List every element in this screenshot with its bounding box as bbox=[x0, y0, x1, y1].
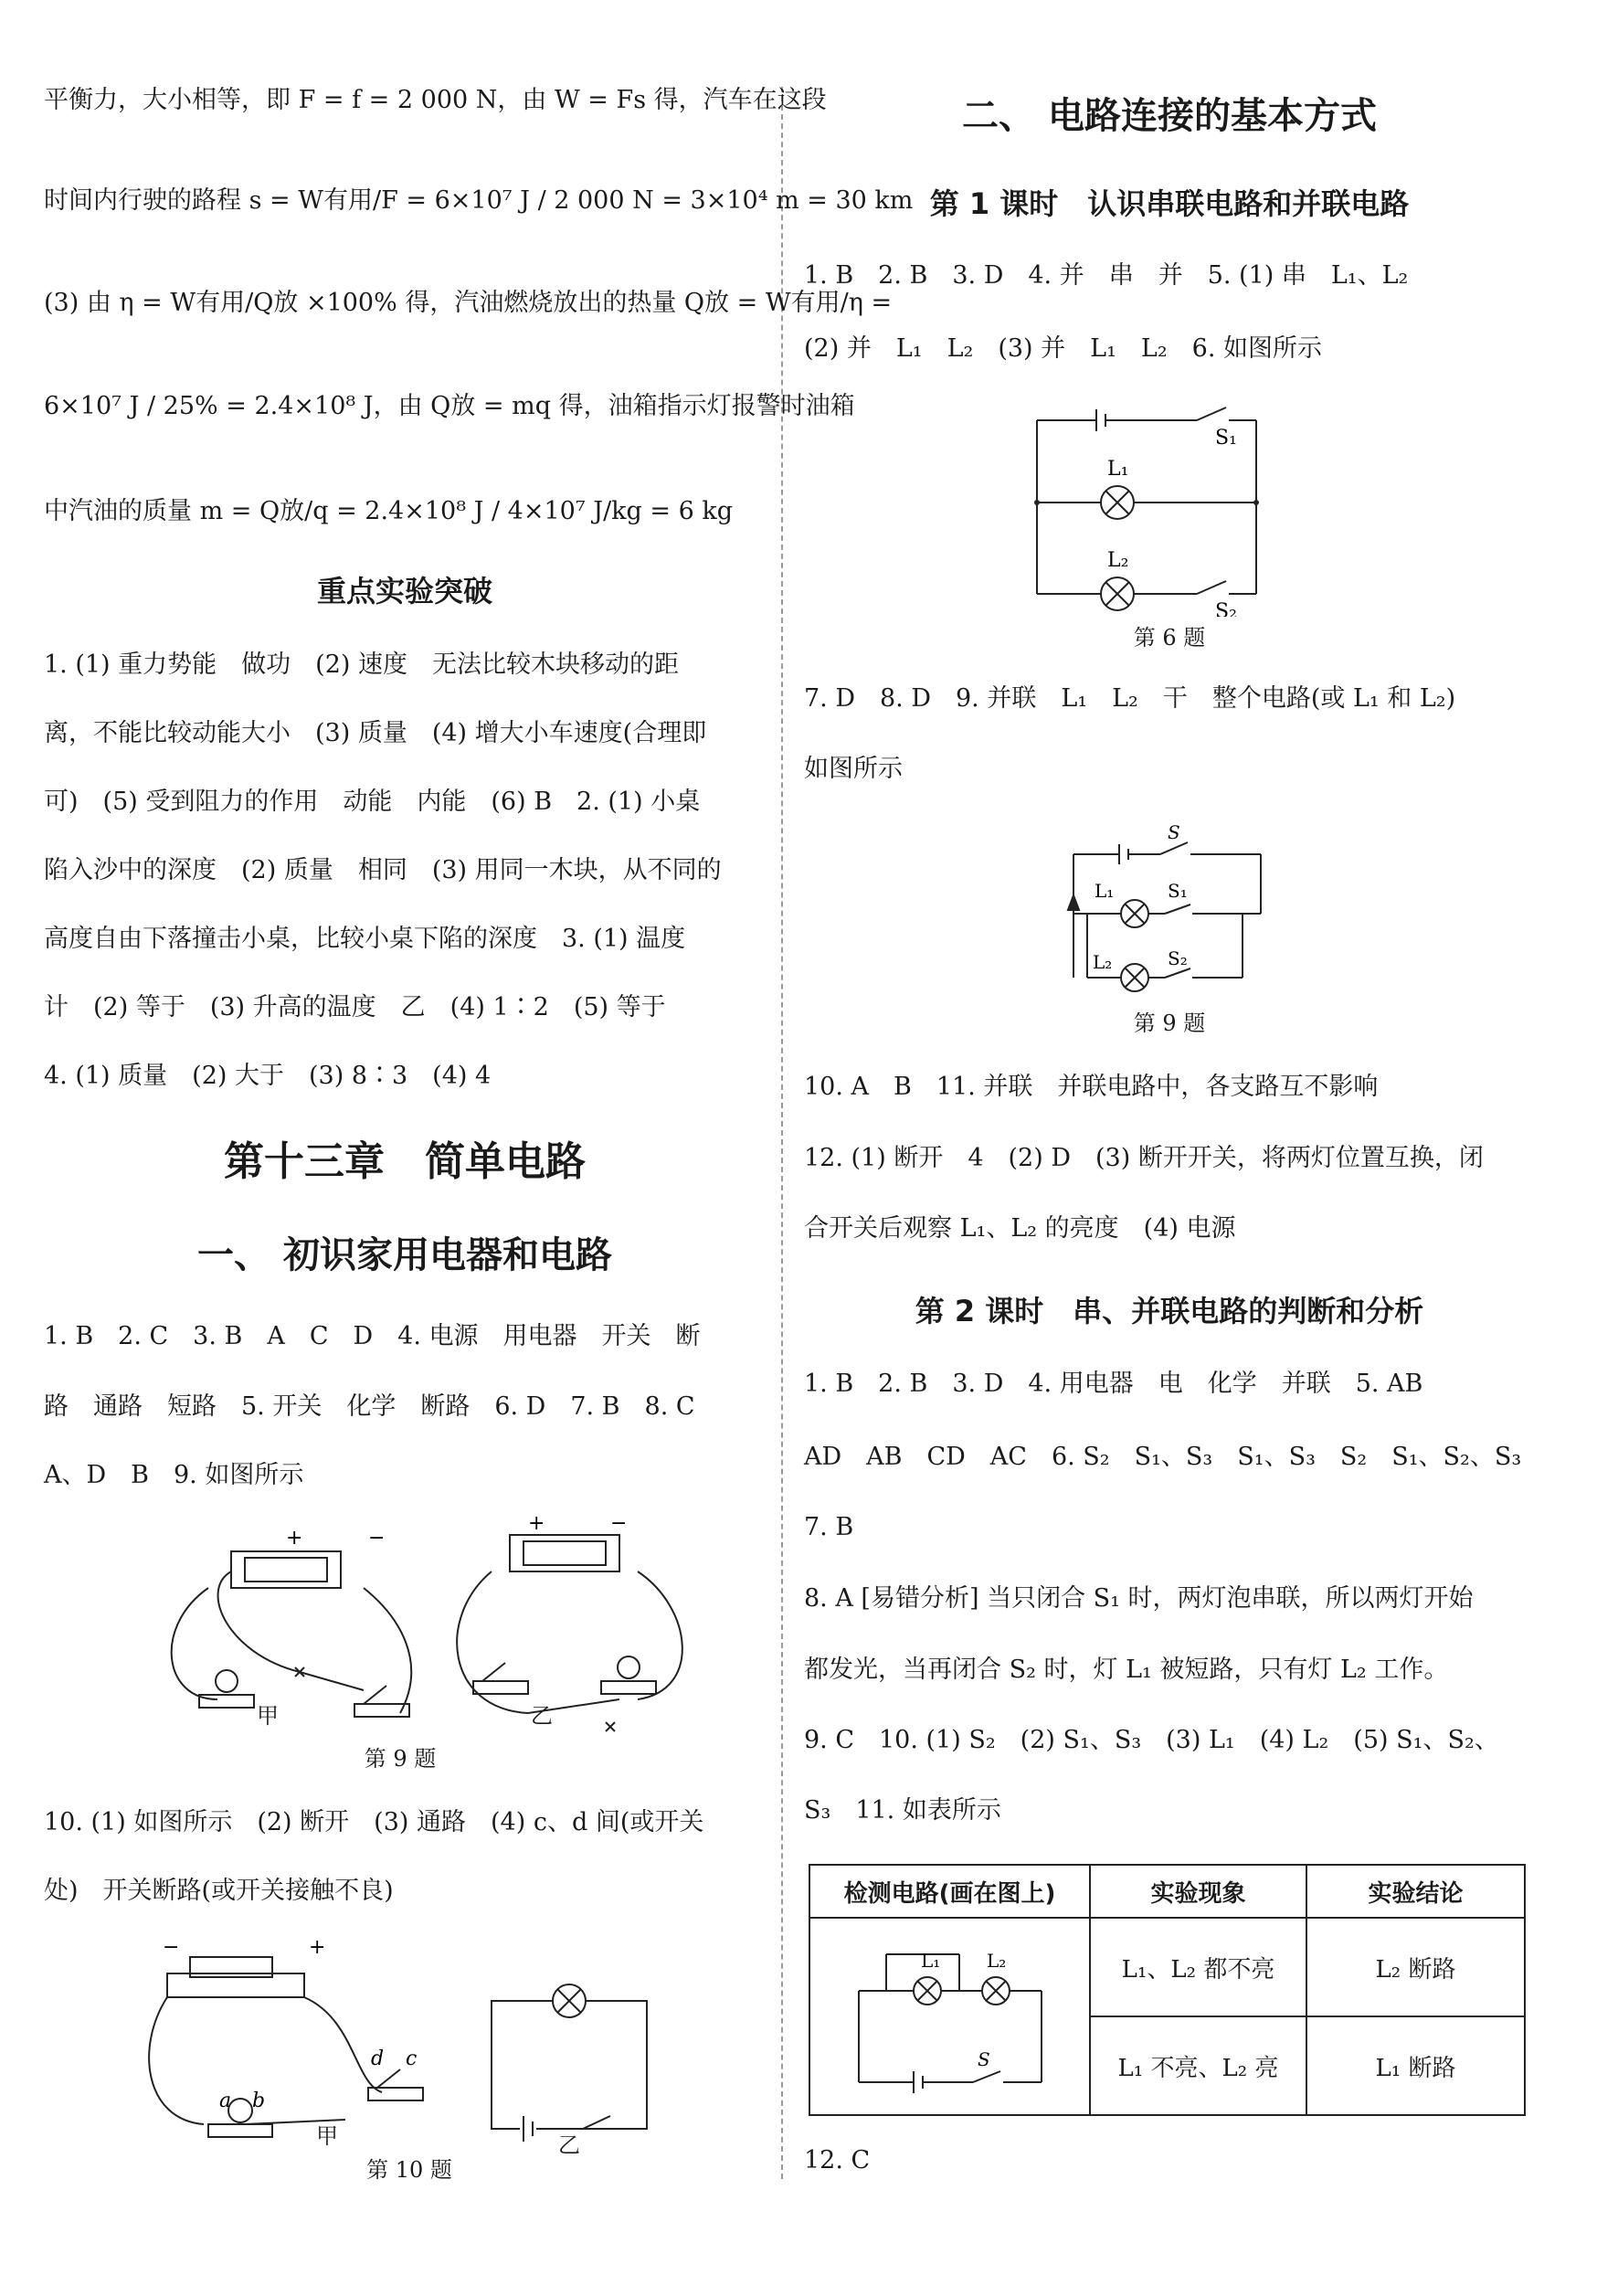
text-line: 7. D 8. D 9. 并联 L₁ L₂ 干 整个电路(或 L₁ 和 L₂) bbox=[804, 684, 1456, 713]
svg-text:+: + bbox=[309, 1937, 326, 1959]
svg-text:−: − bbox=[368, 1527, 386, 1550]
text-line: AD AB CD AC 6. S₂ S₁、S₃ S₁、S₃ S₂ S₁、S₂、S₃ bbox=[804, 1443, 1522, 1471]
figure-caption: 第 9 题 bbox=[364, 1746, 437, 1772]
text-line: 处) 开关断路(或开关接触不良) bbox=[44, 1877, 394, 1905]
text-line: (2) 并 L₁ L₂ (3) 并 L₁ L₂ 6. 如图所示 bbox=[804, 334, 1323, 363]
figure-caption: 第 10 题 bbox=[366, 2157, 452, 2183]
text-line: 6×10⁷ J / 25% = 2.4×10⁸ J，由 Q放 = mq 得，油箱指示灯报警时油箱 bbox=[44, 392, 855, 420]
label-L2: L₂ bbox=[1107, 549, 1129, 572]
text-line: 陷入沙中的深度 (2) 质量 相同 (3) 用同一木块，从不同的 bbox=[44, 856, 722, 884]
label-S2: S₂ bbox=[1168, 947, 1188, 969]
table-header: 实验结论 bbox=[1306, 1865, 1525, 1918]
text-line: 路 通路 短路 5. 开关 化学 断路 6. D 7. B 8. C bbox=[44, 1392, 695, 1421]
svg-text:−: − bbox=[163, 1937, 180, 1959]
chapter-title: 第十三章 简单电路 bbox=[224, 1138, 586, 1185]
table-cell: L₁ 不亮、L₂ 亮 bbox=[1090, 2016, 1306, 2115]
text-line: A、D B 9. 如图所示 bbox=[44, 1461, 304, 1489]
table-row bbox=[809, 1918, 1525, 2016]
text-line: 7. B bbox=[804, 1513, 854, 1541]
svg-text:+: + bbox=[528, 1517, 545, 1535]
label-d: d bbox=[371, 2047, 385, 2070]
text-line: 1. B 2. B 3. D 4. 并 串 并 5. (1) 串 L₁、L₂ bbox=[804, 261, 1409, 290]
table-cell: L₁、L₂ 都不亮 bbox=[1090, 1918, 1306, 2016]
text-line: 10. A B 11. 并联 并联电路中，各支路互不影响 bbox=[804, 1073, 1379, 1101]
text-line: 时间内行驶的路程 s = W有用/F = 6×10⁷ J / 2 000 N = 3×10⁴ m = 30 km bbox=[44, 186, 914, 215]
figure-9-circuits bbox=[144, 1517, 711, 1745]
text-line: 如图所示 bbox=[804, 755, 903, 783]
text-line: 1. B 2. C 3. B A C D 4. 电源 用电器 开关 断 bbox=[44, 1322, 701, 1350]
text-line: 都发光，当再闭合 S₂ 时，灯 L₁ 被短路，只有灯 L₂ 工作。 bbox=[804, 1656, 1449, 1684]
label-a: a bbox=[219, 2090, 232, 2112]
figure-label: 乙 bbox=[558, 2132, 580, 2158]
lesson-title: 第 1 课时 认识串联电路和并联电路 bbox=[929, 186, 1410, 221]
text-line: 平衡力，大小相等，即 F = f = 2 000 N，由 W = Fs 得，汽车在这段 bbox=[44, 86, 827, 114]
figure-9-right-circuit bbox=[1060, 822, 1279, 1005]
figure-10-circuits bbox=[135, 1937, 702, 2156]
text-line: 8. A [易错分析] 当只闭合 S₁ 时，两灯泡串联，所以两灯开始 bbox=[804, 1584, 1474, 1613]
text-line: 合开关后观察 L₁、L₂ 的亮度 (4) 电源 bbox=[804, 1214, 1236, 1243]
table-header-row bbox=[809, 1865, 1525, 1918]
figure-caption: 第 9 题 bbox=[1133, 1010, 1206, 1036]
table-cell: L₂ 断路 bbox=[1306, 1918, 1525, 2016]
label-c: c bbox=[406, 2047, 418, 2070]
svg-text:+: + bbox=[286, 1527, 303, 1550]
text-line: 12. C bbox=[804, 2146, 871, 2174]
section-title: 二、 电路连接的基本方式 bbox=[962, 95, 1377, 137]
label-L2: L₂ bbox=[986, 1949, 1006, 1972]
label-S1: S₁ bbox=[1215, 427, 1237, 450]
table-cell: L₁ 断路 bbox=[1306, 2016, 1525, 2115]
detection-circuit-diagram bbox=[841, 1927, 1060, 2100]
text-line: 高度自由下落撞击小桌，比较小桌下陷的深度 3. (1) 温度 bbox=[44, 925, 686, 953]
text-line: 9. C 10. (1) S₂ (2) S₁、S₃ (3) L₁ (4) L₂ (5) S₁、S₂、 bbox=[804, 1726, 1499, 1754]
text-line: (3) 由 η = W有用/Q放 ×100% 得，汽油燃烧放出的热量 Q放 = W有用/η = bbox=[44, 289, 893, 317]
label-S2: S₂ bbox=[1215, 600, 1237, 617]
text-line: 计 (2) 等于 (3) 升高的温度 乙 (4) 1∶2 (5) 等于 bbox=[44, 993, 666, 1021]
figure-label: 甲 bbox=[257, 1703, 279, 1729]
figure-label: 乙 bbox=[531, 1703, 553, 1729]
text-line: 12. (1) 断开 4 (2) D (3) 断开开关，将两灯位置互换，闭 bbox=[804, 1144, 1484, 1172]
label-b: b bbox=[252, 2090, 266, 2112]
section-title: 一、 初识家用电器和电路 bbox=[197, 1234, 612, 1276]
text-line: 4. (1) 质量 (2) 大于 (3) 8∶3 (4) 4 bbox=[44, 1062, 492, 1090]
figure-6-parallel-circuit bbox=[1032, 402, 1288, 617]
figure-caption: 第 6 题 bbox=[1133, 625, 1206, 651]
text-line: 可) (5) 受到阻力的作用 动能 内能 (6) B 2. (1) 小桌 bbox=[44, 788, 701, 816]
table-header: 检测电路(画在图上) bbox=[809, 1865, 1090, 1918]
text-line: 离，不能比较动能大小 (3) 质量 (4) 增大小车速度(合理即 bbox=[44, 719, 707, 747]
lesson-title: 第 2 课时 串、并联电路的判断和分析 bbox=[915, 1294, 1424, 1328]
label-L1: L₁ bbox=[1095, 880, 1115, 902]
label-S1: S₁ bbox=[1168, 880, 1188, 902]
text-line: 1. (1) 重力势能 做功 (2) 速度 无法比较木块移动的距 bbox=[44, 651, 679, 679]
figure-label: 甲 bbox=[316, 2123, 338, 2149]
label-L2: L₂ bbox=[1093, 951, 1113, 973]
label-L1: L₁ bbox=[920, 1949, 940, 1972]
table-cell-circuit bbox=[809, 1918, 1090, 2115]
label-S: S bbox=[977, 2047, 990, 2070]
label-S: S bbox=[1168, 822, 1180, 843]
text-line: 10. (1) 如图所示 (2) 断开 (3) 通路 (4) c、d 间(或开关 bbox=[44, 1808, 704, 1836]
text-line: 1. B 2. B 3. D 4. 用电器 电 化学 并联 5. AB bbox=[804, 1370, 1423, 1398]
table-header: 实验现象 bbox=[1090, 1865, 1306, 1918]
svg-text:−: − bbox=[610, 1517, 628, 1535]
label-L1: L₁ bbox=[1107, 458, 1129, 481]
text-line: 中汽油的质量 m = Q放/q = 2.4×10⁸ J / 4×10⁷ J/kg = 6 kg bbox=[44, 497, 734, 525]
answer-table bbox=[809, 1864, 1526, 2116]
experiment-heading: 重点实验突破 bbox=[316, 574, 492, 608]
text-line: S₃ 11. 如表所示 bbox=[804, 1796, 1001, 1825]
